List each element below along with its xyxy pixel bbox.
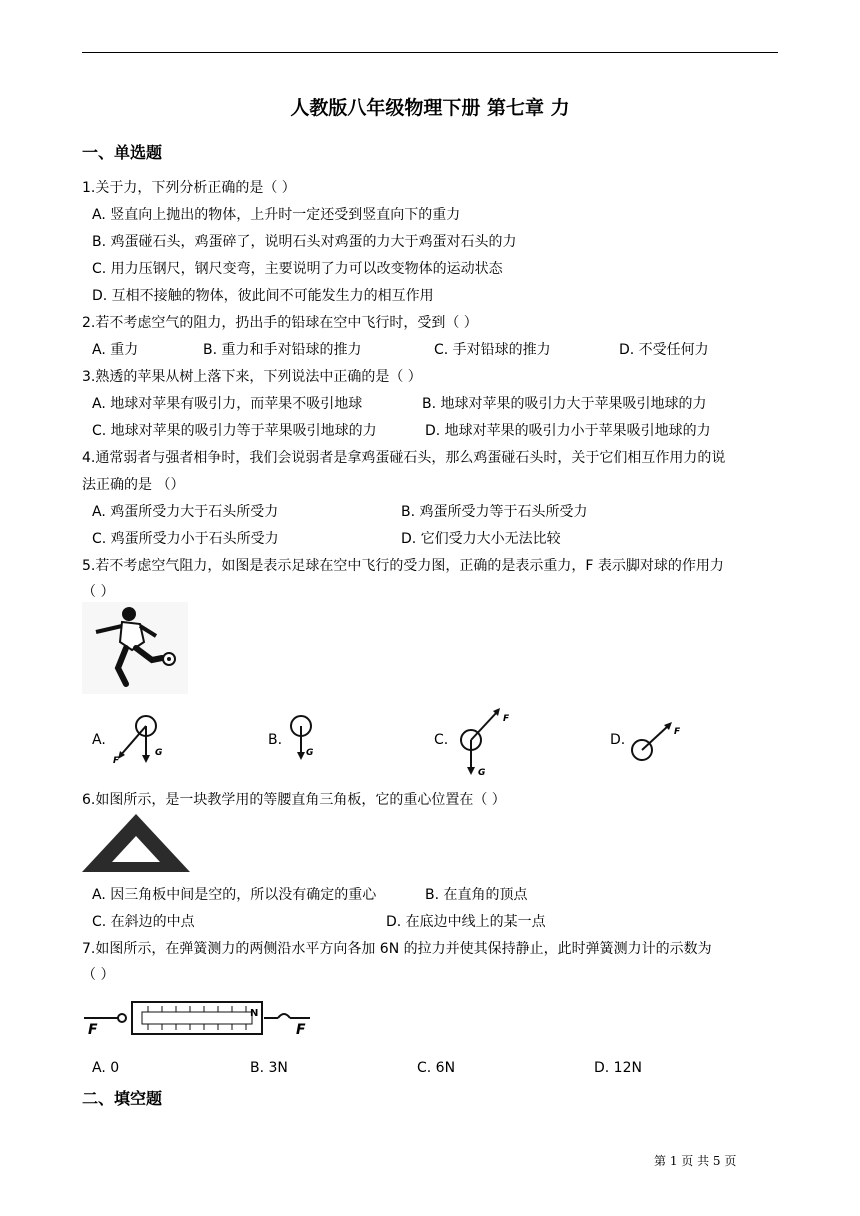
question-3-stem: 3.熟透的苹果从树上落下来，下列说法中正确的是（ ） bbox=[82, 369, 422, 385]
q5c-label-f: F bbox=[503, 714, 510, 724]
force-diagram-b bbox=[285, 711, 337, 767]
q5b-label-g: G bbox=[306, 748, 314, 758]
q1-option-d: D. 互相不接触的物体，彼此间不可能发生力的相互作用 bbox=[92, 288, 434, 304]
question-4-stem: 4.通常弱者与强者相争时，我们会说弱者是拿鸡蛋碰石头，那么鸡蛋碰石头时，关于它们相互作用力的说 bbox=[82, 450, 726, 466]
section-heading-fill-in: 二、填空题 bbox=[82, 1089, 163, 1108]
question-1-stem: 1.关于力，下列分析正确的是（ ） bbox=[82, 180, 296, 196]
section-heading-single-choice: 一、单选题 bbox=[82, 143, 163, 162]
question-7-stem: 7.如图所示，在弹簧测力的两侧沿水平方向各加 6N 的拉力并使其保持静止，此时弹簧测力计的示数为 bbox=[82, 941, 712, 957]
q5-option-c: C. bbox=[434, 732, 449, 748]
q3-option-c: C. 地球对苹果的吸引力等于苹果吸引地球的力 bbox=[92, 423, 377, 439]
q6-option-d: D. 在底边中线上的某一点 bbox=[386, 914, 546, 930]
header-rule bbox=[82, 52, 778, 53]
q4-option-d: D. 它们受力大小无法比较 bbox=[401, 531, 561, 547]
q5a-label-g: G bbox=[155, 748, 163, 758]
question-2-stem: 2.若不考虑空气的阻力，扔出手的铅球在空中飞行时，受到（ ） bbox=[82, 315, 478, 331]
q6-option-c: C. 在斜边的中点 bbox=[92, 914, 195, 930]
q2-option-a: A. 重力 bbox=[92, 342, 139, 358]
question-7-stem-cont: （ ） bbox=[82, 967, 115, 983]
q3-option-d: D. 地球对苹果的吸引力小于苹果吸引地球的力 bbox=[425, 423, 711, 439]
q5-option-d: D. bbox=[610, 732, 626, 748]
q7-option-a: A. 0 bbox=[92, 1060, 120, 1076]
document-title: 人教版八年级物理下册 第七章 力 bbox=[290, 97, 570, 119]
question-5-stem-cont: （ ） bbox=[82, 584, 115, 600]
q1-option-a: A. 竖直向上抛出的物体，上升时一定还受到竖直向下的重力 bbox=[92, 207, 461, 223]
question-6-stem: 6.如图所示，是一块教学用的等腰直角三角板，它的重心位置在（ ） bbox=[82, 792, 506, 808]
q4-option-b: B. 鸡蛋所受力等于石头所受力 bbox=[401, 504, 588, 520]
question-4-stem-cont: 法正确的是 （） bbox=[82, 477, 185, 493]
q3-option-a: A. 地球对苹果有吸引力，而苹果不吸引地球 bbox=[92, 396, 363, 412]
q5-option-b: B. bbox=[268, 732, 283, 748]
q3-option-b: B. 地球对苹果的吸引力大于苹果吸引地球的力 bbox=[422, 396, 707, 412]
q6-option-b: B. 在直角的顶点 bbox=[425, 887, 528, 903]
q5a-label-f: F bbox=[113, 756, 120, 766]
q2-option-b: B. 重力和手对铅球的推力 bbox=[203, 342, 362, 358]
q5d-label-f: F bbox=[674, 727, 681, 737]
triangle-ruler-figure bbox=[82, 812, 190, 874]
q4-option-a: A. 鸡蛋所受力大于石头所受力 bbox=[92, 504, 279, 520]
q7-label-n: N bbox=[250, 1008, 259, 1019]
q2-option-c: C. 手对铅球的推力 bbox=[434, 342, 551, 358]
q7-label-f-left: F bbox=[88, 1022, 98, 1038]
q5-option-a: A. bbox=[92, 732, 106, 748]
q5c-label-g: G bbox=[478, 768, 486, 778]
soccer-player-figure bbox=[82, 602, 188, 694]
q2-option-d: D. 不受任何力 bbox=[619, 342, 709, 358]
question-5-stem: 5.若不考虑空气阻力，如图是表示足球在空中飞行的受力图，正确的是表示重力，F 表示脚对球的作用力 bbox=[82, 558, 724, 574]
force-diagram-d bbox=[626, 712, 684, 768]
q7-label-f-right: F bbox=[296, 1022, 306, 1038]
q6-option-a: A. 因三角板中间是空的，所以没有确定的重心 bbox=[92, 887, 377, 903]
q7-option-c: C. 6N bbox=[417, 1060, 456, 1076]
q7-option-d: D. 12N bbox=[594, 1060, 642, 1076]
q7-option-b: B. 3N bbox=[250, 1060, 288, 1076]
page-footer: 第 1 页 共 5 页 bbox=[654, 1154, 737, 1168]
q4-option-c: C. 鸡蛋所受力小于石头所受力 bbox=[92, 531, 279, 547]
q1-option-c: C. 用力压钢尺，钢尺变弯，主要说明了力可以改变物体的运动状态 bbox=[92, 261, 503, 277]
spring-scale-figure bbox=[82, 990, 312, 1038]
q1-option-b: B. 鸡蛋碰石头，鸡蛋碎了，说明石头对鸡蛋的力大于鸡蛋对石头的力 bbox=[92, 234, 517, 250]
